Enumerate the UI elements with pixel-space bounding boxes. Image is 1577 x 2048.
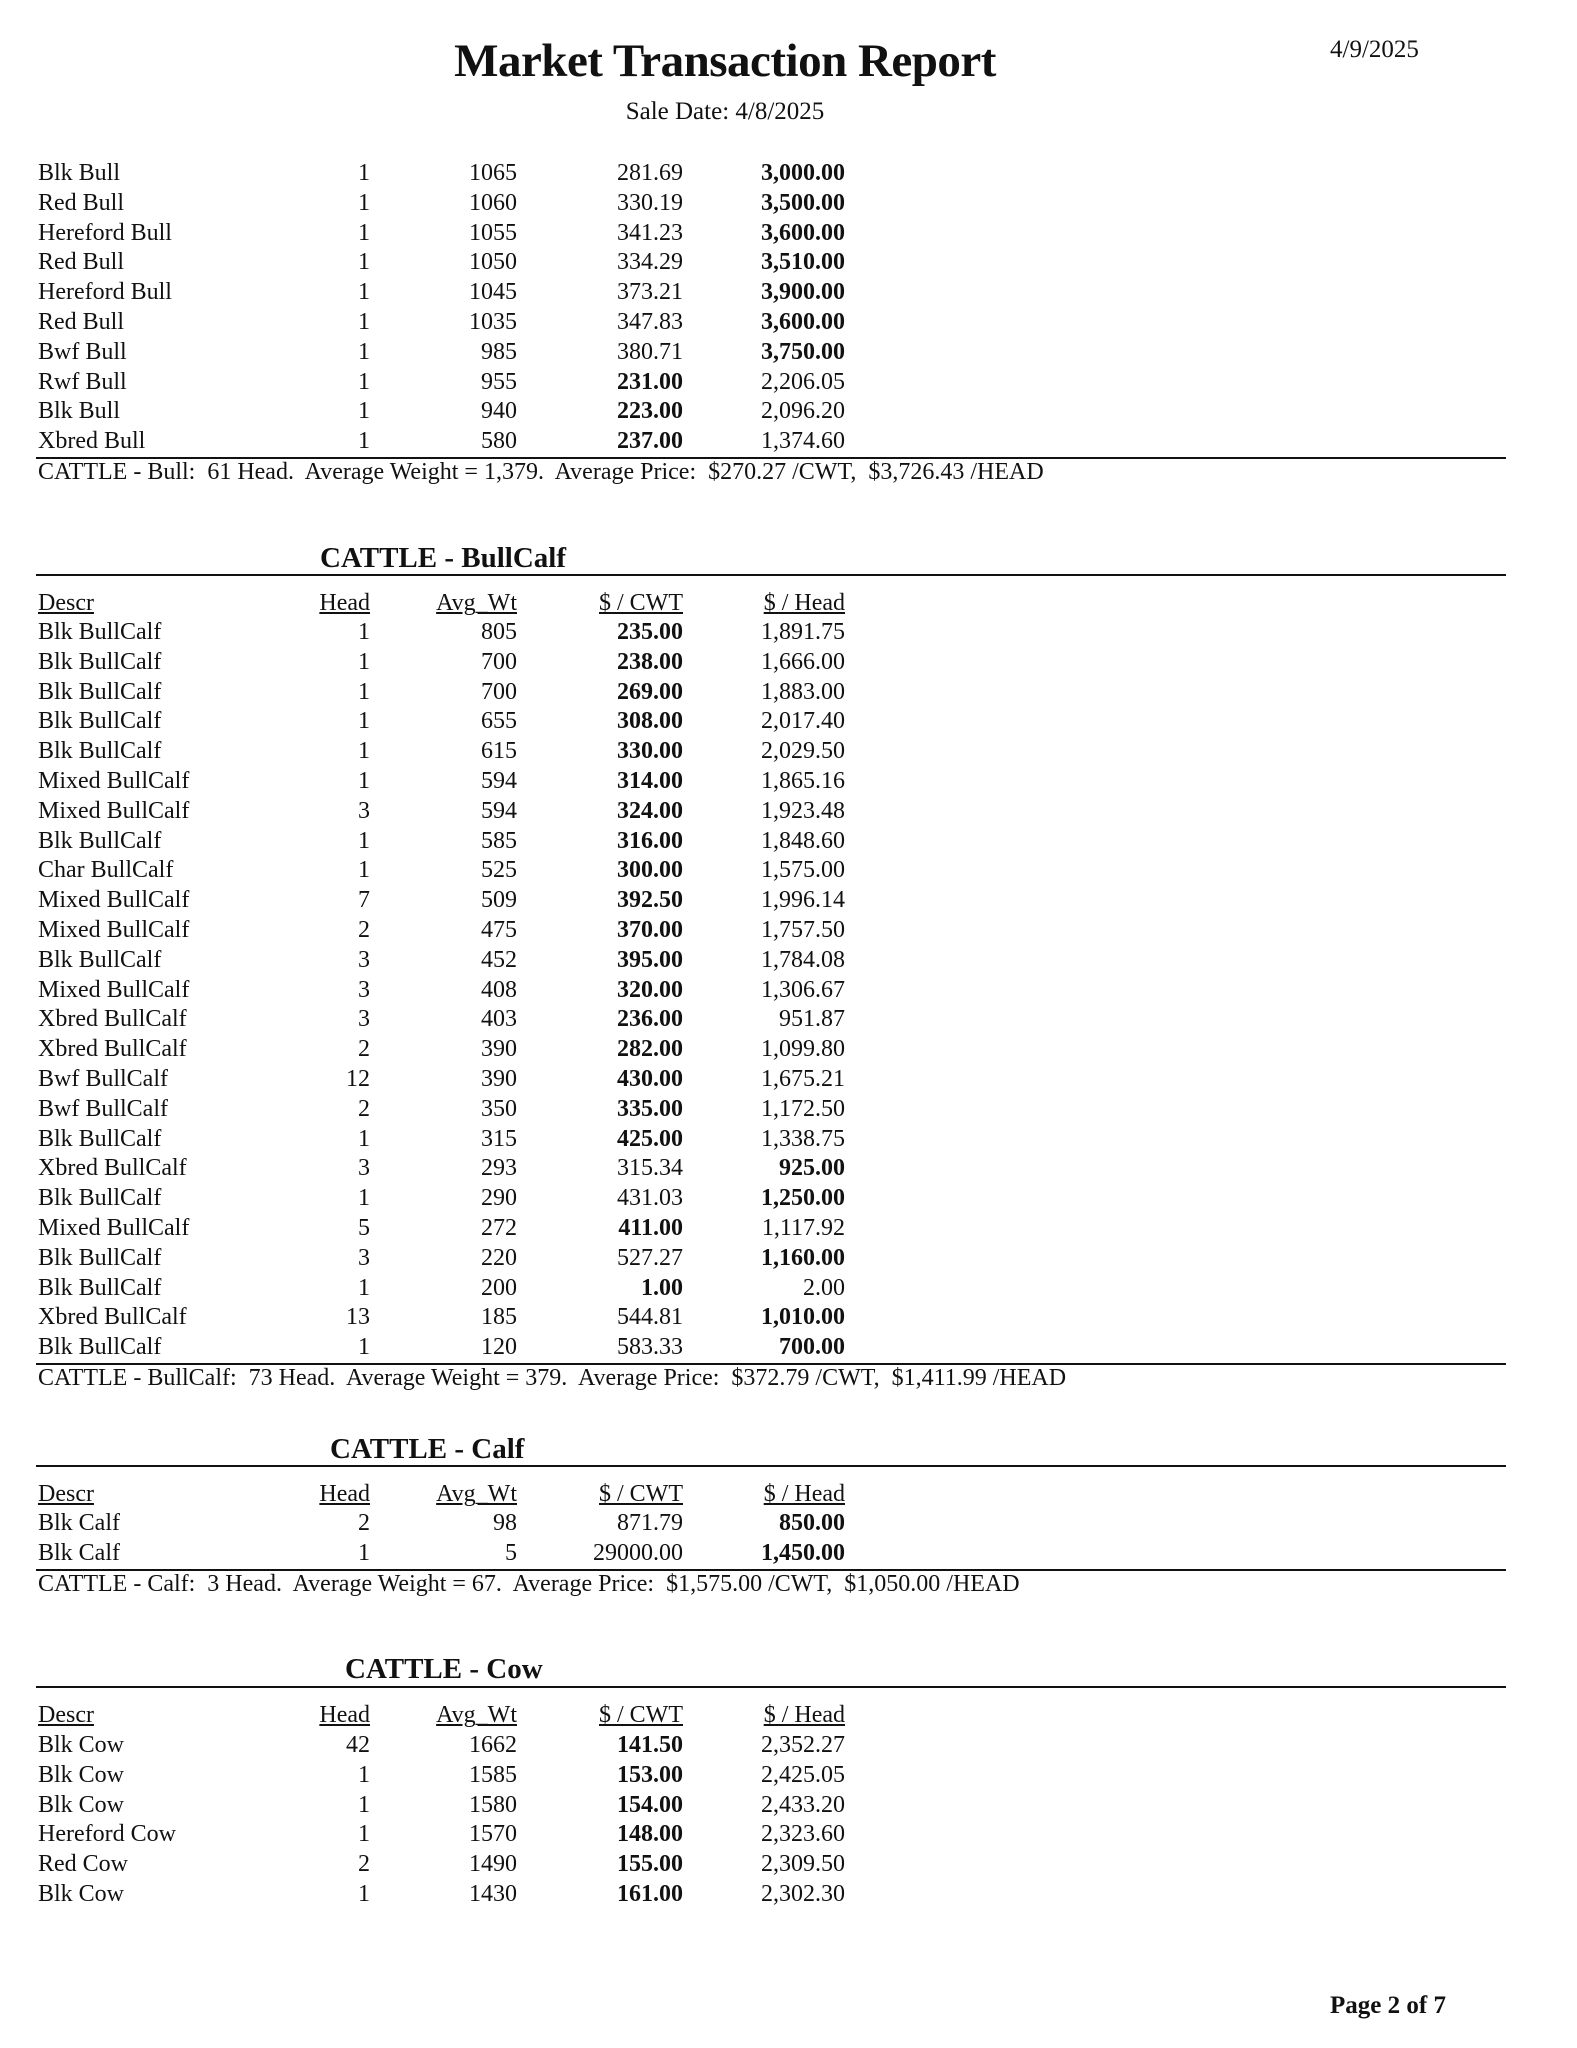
cell-per-head: 2,302.30 — [761, 1881, 845, 1907]
cell-descr: Blk Calf — [38, 1510, 120, 1536]
cell-per-head: 3,600.00 — [761, 219, 845, 246]
cell-avg-wt: 403 — [481, 1006, 517, 1033]
cell-avg-wt: 452 — [481, 946, 517, 973]
cell-avg-wt: 1055 — [469, 219, 517, 246]
cell-cwt: 330.19 — [617, 189, 683, 216]
cell-head: 1 — [358, 648, 370, 675]
cell-head: 1 — [358, 1274, 370, 1301]
cell-cwt: 153.00 — [617, 1761, 683, 1788]
cell-descr: Hereford Cow — [38, 1821, 176, 1848]
cell-head: 1 — [358, 827, 370, 854]
cell-cwt: 320.00 — [617, 976, 683, 1003]
cell-per-head: 3,600.00 — [761, 309, 845, 335]
cell-avg-wt: 1050 — [469, 249, 517, 276]
cell-descr: Xbred BullCalf — [38, 1006, 187, 1033]
cell-per-head: 1,117.92 — [761, 1215, 845, 1241]
cell-per-head: 2.00 — [803, 1274, 845, 1301]
cell-cwt: 527.27 — [617, 1244, 683, 1271]
cell-head: 1 — [358, 398, 370, 425]
cell-descr: Blk BullCalf — [38, 1244, 162, 1271]
cell-head: 3 — [358, 797, 370, 824]
col-descr-header: Descr — [38, 1481, 94, 1507]
cell-descr: Bwf BullCalf — [38, 1095, 168, 1122]
cell-avg-wt: 955 — [481, 368, 517, 395]
col-cwt-header: $ / CWT — [599, 1702, 683, 1728]
cell-avg-wt: 475 — [481, 917, 517, 943]
page-number: Page 2 of 7 — [1330, 1992, 1446, 2019]
cell-avg-wt: 1060 — [469, 189, 517, 216]
cell-descr: Mixed BullCalf — [38, 976, 190, 1003]
cell-descr: Red Bull — [38, 189, 125, 216]
cell-per-head: 1,865.16 — [761, 768, 845, 794]
cell-descr: Char BullCalf — [38, 857, 174, 884]
cell-per-head: 1,306.67 — [761, 976, 845, 1003]
cell-cwt: 431.03 — [617, 1185, 683, 1212]
cell-cwt: 315.34 — [617, 1155, 683, 1182]
cell-cwt: 370.00 — [617, 917, 683, 943]
cell-avg-wt: 390 — [481, 1036, 517, 1063]
cell-descr: Mixed BullCalf — [38, 917, 190, 943]
cell-cwt: 141.50 — [617, 1732, 683, 1758]
cell-per-head: 2,352.27 — [761, 1732, 845, 1758]
cell-per-head: 1,172.50 — [761, 1095, 845, 1122]
cell-descr: Blk BullCalf — [38, 648, 162, 675]
cell-avg-wt: 1580 — [469, 1791, 517, 1818]
col-per-head-header: $ / Head — [763, 590, 845, 616]
cell-head: 1 — [358, 1539, 370, 1566]
cell-head: 1 — [358, 338, 370, 365]
cell-cwt: 330.00 — [617, 738, 683, 765]
sale-date: Sale Date: 4/8/2025 — [625, 98, 825, 125]
cell-per-head: 1,996.14 — [761, 887, 845, 914]
cell-per-head: 1,675.21 — [761, 1066, 845, 1092]
cell-per-head: 1,099.80 — [761, 1036, 845, 1063]
section-title: CATTLE - Calf — [330, 1433, 525, 1465]
cell-descr: Mixed BullCalf — [38, 1215, 190, 1241]
section-title-rule — [36, 1465, 1506, 1467]
cell-head: 1 — [358, 279, 370, 306]
cell-head: 3 — [358, 1155, 370, 1182]
cell-head: 12 — [346, 1066, 370, 1092]
section-title-rule — [36, 1686, 1506, 1688]
cell-descr: Blk Cow — [38, 1791, 125, 1818]
section-summary: CATTLE - Bull: 61 Head. Average Weight = 1,379. Average Price: $270.27 /CWT, $3,726.43 /HEAD — [38, 459, 1044, 485]
cell-avg-wt: 293 — [481, 1155, 517, 1182]
cell-per-head: 2,433.20 — [761, 1791, 845, 1818]
cell-descr: Blk BullCalf — [38, 708, 162, 735]
cell-cwt: 392.50 — [617, 887, 683, 914]
col-descr-header: Descr — [38, 590, 94, 616]
cell-head: 1 — [358, 1185, 370, 1212]
cell-avg-wt: 700 — [481, 678, 517, 705]
cell-head: 3 — [358, 976, 370, 1003]
cell-avg-wt: 1585 — [469, 1761, 517, 1788]
cell-avg-wt: 350 — [481, 1095, 517, 1122]
cell-per-head: 2,206.05 — [761, 368, 845, 395]
cell-cwt: 223.00 — [617, 398, 683, 425]
cell-cwt: 154.00 — [617, 1791, 683, 1818]
cell-per-head: 1,883.00 — [761, 678, 845, 705]
cell-avg-wt: 509 — [481, 887, 517, 914]
cell-cwt: 335.00 — [617, 1095, 683, 1122]
cell-head: 1 — [358, 189, 370, 216]
cell-descr: Red Bull — [38, 309, 125, 335]
section-summary: CATTLE - Calf: 3 Head. Average Weight = 67. Average Price: $1,575.00 /CWT, $1,050.00 /HEAD — [38, 1570, 1020, 1597]
cell-head: 1 — [358, 738, 370, 765]
cell-descr: Xbred Bull — [38, 428, 146, 455]
cell-head: 2 — [358, 1095, 370, 1122]
col-head-header: Head — [319, 1702, 370, 1728]
cell-cwt: 148.00 — [617, 1821, 683, 1848]
cell-descr: Red Cow — [38, 1851, 128, 1878]
cell-cwt: 411.00 — [618, 1215, 683, 1241]
cell-cwt: 237.00 — [617, 428, 683, 455]
cell-head: 1 — [358, 678, 370, 705]
cell-cwt: 544.81 — [617, 1304, 683, 1331]
cell-cwt: 238.00 — [617, 648, 683, 675]
cell-head: 7 — [358, 887, 370, 914]
cell-avg-wt: 1045 — [469, 279, 517, 306]
cell-per-head: 2,096.20 — [761, 398, 845, 425]
cell-head: 1 — [358, 1125, 370, 1152]
cell-per-head: 700.00 — [779, 1334, 845, 1361]
print-date: 4/9/2025 — [1330, 36, 1419, 63]
cell-avg-wt: 594 — [481, 797, 517, 824]
cell-descr: Bwf Bull — [38, 338, 127, 365]
col-avg-wt-header: Avg_Wt — [436, 1702, 517, 1728]
cell-per-head: 925.00 — [779, 1155, 845, 1182]
section-title-rule — [36, 574, 1506, 576]
cell-per-head: 1,338.75 — [761, 1125, 845, 1152]
cell-head: 1 — [358, 1821, 370, 1848]
cell-cwt: 425.00 — [617, 1125, 683, 1152]
cell-avg-wt: 200 — [481, 1274, 517, 1301]
cell-descr: Blk BullCalf — [38, 678, 162, 705]
cell-descr: Blk BullCalf — [38, 827, 162, 854]
cell-avg-wt: 220 — [481, 1244, 517, 1271]
cell-head: 3 — [358, 946, 370, 973]
cell-head: 3 — [358, 1006, 370, 1033]
cell-cwt: 1.00 — [641, 1274, 683, 1301]
cell-cwt: 308.00 — [617, 708, 683, 735]
cell-head: 2 — [358, 1036, 370, 1063]
col-head-header: Head — [319, 590, 370, 616]
cell-per-head: 1,374.60 — [761, 428, 845, 455]
cell-avg-wt: 594 — [481, 768, 517, 794]
cell-avg-wt: 1430 — [469, 1881, 517, 1907]
cell-per-head: 2,309.50 — [761, 1851, 845, 1878]
cell-per-head: 1,010.00 — [761, 1304, 845, 1331]
cell-descr: Blk BullCalf — [38, 738, 162, 765]
report-title: Market Transaction Report — [454, 35, 996, 87]
cell-cwt: 281.69 — [617, 160, 683, 186]
cell-per-head: 1,757.50 — [761, 917, 845, 943]
cell-cwt: 269.00 — [617, 678, 683, 705]
cell-per-head: 1,784.08 — [761, 946, 845, 973]
cell-avg-wt: 585 — [481, 827, 517, 854]
col-avg-wt-header: Avg_Wt — [436, 1481, 517, 1507]
cell-head: 1 — [358, 1791, 370, 1818]
cell-head: 1 — [358, 160, 370, 186]
cell-cwt: 373.21 — [617, 279, 683, 306]
section-title: CATTLE - BullCalf — [320, 542, 567, 574]
cell-descr: Blk BullCalf — [38, 1274, 162, 1301]
cell-avg-wt: 805 — [481, 619, 517, 645]
cell-avg-wt: 290 — [481, 1185, 517, 1212]
cell-descr: Blk BullCalf — [38, 946, 162, 973]
cell-head: 2 — [358, 1510, 370, 1536]
cell-cwt: 347.83 — [617, 309, 683, 335]
cell-per-head: 1,450.00 — [761, 1539, 845, 1566]
cell-descr: Xbred BullCalf — [38, 1036, 187, 1063]
cell-per-head: 3,510.00 — [761, 249, 845, 276]
cell-cwt: 430.00 — [617, 1066, 683, 1092]
cell-avg-wt: 525 — [481, 857, 517, 884]
cell-avg-wt: 1570 — [469, 1821, 517, 1848]
cell-descr: Blk Cow — [38, 1881, 125, 1907]
cell-descr: Blk Bull — [38, 160, 121, 186]
cell-descr: Blk Cow — [38, 1732, 125, 1758]
cell-cwt: 235.00 — [617, 619, 683, 645]
col-head-header: Head — [319, 1481, 370, 1507]
cell-per-head: 850.00 — [779, 1510, 845, 1536]
cell-cwt: 324.00 — [617, 797, 683, 824]
cell-per-head: 1,923.48 — [761, 797, 845, 824]
cell-descr: Blk BullCalf — [38, 1334, 162, 1361]
cell-per-head: 1,666.00 — [761, 648, 845, 675]
cell-head: 1 — [358, 219, 370, 246]
section-title: CATTLE - Cow — [345, 1653, 543, 1685]
cell-head: 1 — [358, 249, 370, 276]
cell-per-head: 1,891.75 — [761, 619, 845, 645]
col-per-head-header: $ / Head — [763, 1481, 845, 1507]
cell-descr: Blk BullCalf — [38, 1185, 162, 1212]
cell-cwt: 300.00 — [617, 857, 683, 884]
cell-descr: Xbred BullCalf — [38, 1155, 187, 1182]
cell-avg-wt: 655 — [481, 708, 517, 735]
cell-avg-wt: 315 — [481, 1125, 517, 1152]
cell-per-head: 1,250.00 — [761, 1185, 845, 1212]
cell-avg-wt: 120 — [481, 1334, 517, 1361]
cell-cwt: 316.00 — [617, 827, 683, 854]
cell-head: 1 — [358, 619, 370, 645]
cell-avg-wt: 700 — [481, 648, 517, 675]
cell-avg-wt: 1662 — [469, 1732, 517, 1758]
cell-avg-wt: 185 — [481, 1304, 517, 1331]
cell-cwt: 161.00 — [617, 1881, 683, 1907]
cell-head: 1 — [358, 1881, 370, 1907]
cell-per-head: 951.87 — [779, 1006, 845, 1033]
cell-head: 3 — [358, 1244, 370, 1271]
cell-avg-wt: 985 — [481, 338, 517, 365]
cell-per-head: 1,160.00 — [761, 1244, 845, 1271]
cell-avg-wt: 940 — [481, 398, 517, 425]
cell-cwt: 871.79 — [617, 1510, 683, 1536]
cell-cwt: 341.23 — [617, 219, 683, 246]
cell-cwt: 314.00 — [617, 768, 683, 794]
cell-avg-wt: 5 — [505, 1539, 517, 1566]
cell-per-head: 1,848.60 — [761, 827, 845, 854]
cell-per-head: 2,017.40 — [761, 708, 845, 735]
cell-per-head: 2,029.50 — [761, 738, 845, 765]
cell-descr: Red Bull — [38, 249, 125, 276]
cell-head: 1 — [358, 857, 370, 884]
cell-head: 1 — [358, 1761, 370, 1788]
cell-descr: Blk BullCalf — [38, 619, 162, 645]
cell-avg-wt: 615 — [481, 738, 517, 765]
cell-per-head: 2,323.60 — [761, 1821, 845, 1848]
col-descr-header: Descr — [38, 1702, 94, 1728]
cell-descr: Xbred BullCalf — [38, 1304, 187, 1331]
cell-avg-wt: 408 — [481, 976, 517, 1003]
cell-per-head: 3,500.00 — [761, 189, 845, 216]
cell-descr: Mixed BullCalf — [38, 887, 190, 914]
cell-avg-wt: 1035 — [469, 309, 517, 335]
cell-cwt: 583.33 — [617, 1334, 683, 1361]
cell-head: 5 — [358, 1215, 370, 1241]
cell-descr: Bwf BullCalf — [38, 1066, 168, 1092]
cell-head: 1 — [358, 428, 370, 455]
cell-cwt: 334.29 — [617, 249, 683, 276]
section-summary: CATTLE - BullCalf: 73 Head. Average Weight = 379. Average Price: $372.79 /CWT, $1,411.99 /HEAD — [38, 1365, 1067, 1391]
cell-per-head: 3,900.00 — [761, 279, 845, 306]
cell-head: 2 — [358, 1851, 370, 1878]
cell-descr: Blk BullCalf — [38, 1125, 162, 1152]
cell-descr: Mixed BullCalf — [38, 797, 190, 824]
cell-avg-wt: 580 — [481, 428, 517, 455]
cell-cwt: 155.00 — [617, 1851, 683, 1878]
cell-head: 2 — [358, 917, 370, 943]
cell-avg-wt: 390 — [481, 1066, 517, 1092]
cell-head: 42 — [346, 1732, 370, 1758]
cell-cwt: 236.00 — [617, 1006, 683, 1033]
cell-per-head: 2,425.05 — [761, 1761, 845, 1788]
cell-head: 13 — [346, 1304, 370, 1331]
cell-per-head: 3,000.00 — [761, 160, 845, 186]
col-per-head-header: $ / Head — [763, 1702, 845, 1728]
cell-cwt: 282.00 — [617, 1036, 683, 1063]
cell-head: 1 — [358, 768, 370, 794]
cell-avg-wt: 1065 — [469, 160, 517, 186]
cell-descr: Mixed BullCalf — [38, 768, 190, 794]
cell-descr: Hereford Bull — [38, 219, 172, 246]
cell-cwt: 395.00 — [617, 946, 683, 973]
col-avg-wt-header: Avg_Wt — [436, 590, 517, 616]
cell-cwt: 380.71 — [617, 338, 683, 365]
col-cwt-header: $ / CWT — [599, 1481, 683, 1507]
cell-head: 1 — [358, 309, 370, 335]
cell-descr: Rwf Bull — [38, 368, 127, 395]
cell-head: 1 — [358, 368, 370, 395]
col-cwt-header: $ / CWT — [599, 590, 683, 616]
cell-descr: Blk Bull — [38, 398, 121, 425]
cell-per-head: 3,750.00 — [761, 338, 845, 365]
cell-head: 1 — [358, 1334, 370, 1361]
cell-cwt: 231.00 — [617, 368, 683, 395]
cell-descr: Blk Cow — [38, 1761, 125, 1788]
cell-head: 1 — [358, 708, 370, 735]
cell-avg-wt: 1490 — [469, 1851, 517, 1878]
cell-cwt: 29000.00 — [593, 1539, 683, 1566]
cell-avg-wt: 272 — [481, 1215, 517, 1241]
cell-avg-wt: 98 — [493, 1510, 517, 1536]
cell-descr: Blk Calf — [38, 1539, 120, 1566]
cell-per-head: 1,575.00 — [761, 857, 845, 884]
cell-descr: Hereford Bull — [38, 279, 172, 306]
